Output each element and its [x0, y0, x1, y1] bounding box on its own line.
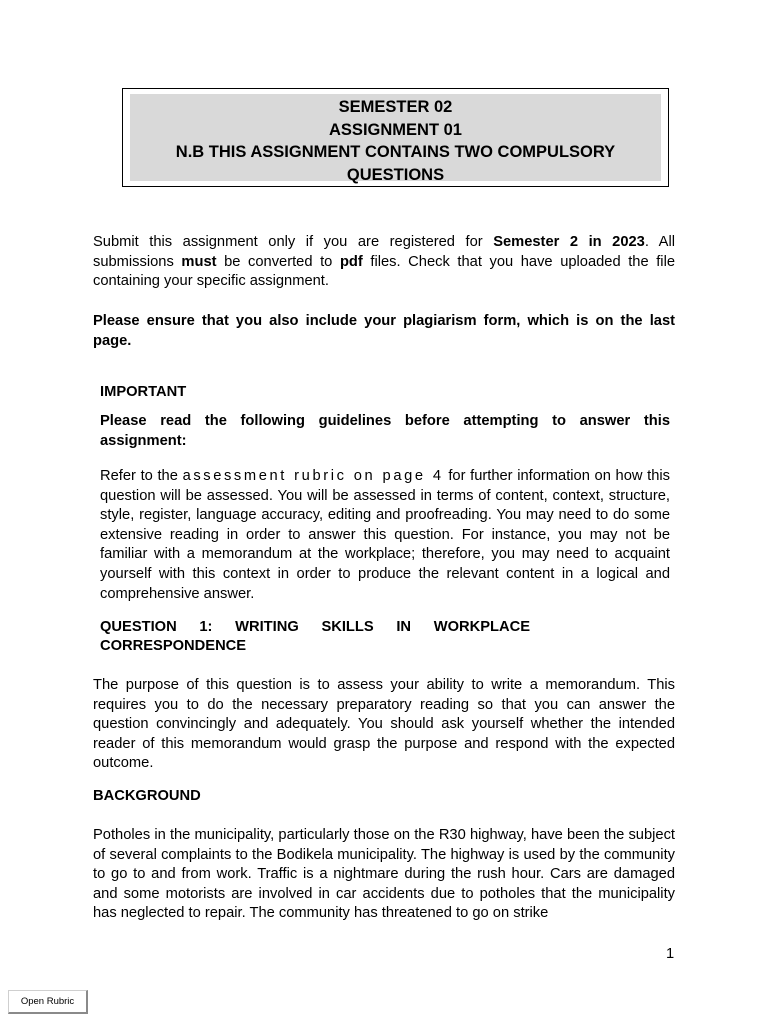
question1-purpose: The purpose of this question is to assess your ability to write a memorandum. This requires you to do the necessary preparatory reading so that you can answer the question convincingly and adequately. You should ask yourself whether the intended reader of this memorandum would grasp the purpose and respond with the expected outcome.: [93, 677, 675, 772]
assignment-header-shaded: [130, 94, 661, 184]
intro-must-bold: must: [181, 253, 217, 270]
guidelines-note: Please read the following guidelines before attempting to answer this assignment:: [100, 413, 670, 449]
plagiarism-note: Please ensure that you also include your plagiarism form, which is on the last page.: [93, 313, 675, 349]
semester-title: SEMESTER 02: [338, 98, 453, 116]
intro-text-3: be converted to: [216, 253, 340, 270]
question1-title-line2: CORRESPONDENCE: [100, 638, 247, 654]
rubric-page-reference: assessment rubric on page 4: [182, 468, 444, 484]
background-heading: BACKGROUND: [93, 788, 201, 804]
open-rubric-button[interactable]: Open Rubric: [8, 990, 88, 1014]
intro-text-1: Submit this assignment only if you are registered for: [93, 234, 494, 250]
compulsory-note-line2: QUESTIONS: [346, 165, 445, 184]
intro-text-2: . All submissions: [93, 234, 675, 270]
assignment-header-box: [122, 88, 669, 187]
intro-paragraph: [93, 233, 675, 292]
refer-text-2: for further information on how this question will be assessed. You will be assessed in terms of content, context, structure, style, register, language accuracy, editing and proofreading. You may need to do some extensive reading in order to answer this question. For instance, you may not be familiar with a memorandum at the workplace; therefore, you may need to acquaint yourself with this context in order to produce the relevant content in a logical and comprehensive answer.: [100, 468, 670, 602]
question1-title-line1: QUESTION 1: WRITING SKILLS IN WORKPLACE: [100, 619, 530, 635]
important-heading: IMPORTANT: [100, 384, 187, 400]
page-number: 1: [666, 946, 675, 962]
intro-semester-bold: Semester 2 in 2023: [493, 234, 645, 250]
background-text: Potholes in the municipality, particularly those on the R30 highway, have been the subject of several complaints to the Bodikela municipality. The highway is used by the community to go to and from work. Traffic is a nightmare during the rush hour. Cars are damaged and some motorists are involved in car accidents due to potholes that the municipality has neglected to repair. The community has threatened to go on strike: [93, 827, 675, 922]
assignment-title: ASSIGNMENT 01: [329, 120, 462, 139]
rubric-reference-paragraph: [100, 467, 670, 604]
intro-text-4: files. Check that you have uploaded the file containing your specific assignment.: [93, 253, 676, 290]
compulsory-note-line1: N.B THIS ASSIGNMENT CONTAINS TWO COMPULSORY: [175, 143, 616, 161]
refer-text-1: Refer to the: [100, 468, 183, 484]
intro-pdf-bold: pdf: [339, 253, 363, 270]
